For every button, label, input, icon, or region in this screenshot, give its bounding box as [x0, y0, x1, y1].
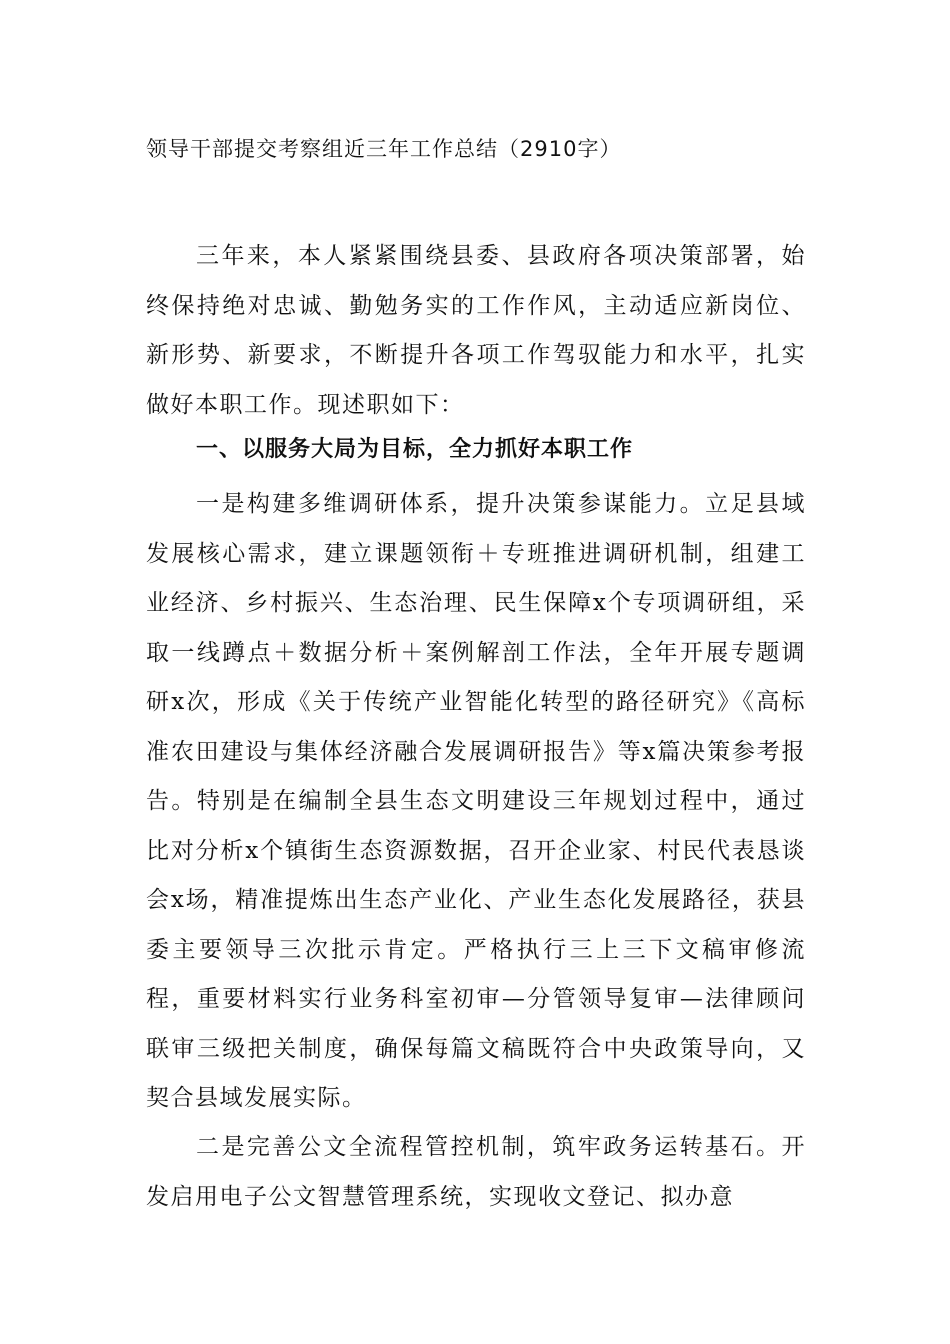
- paragraph-research: 一是构建多维调研体系，提升决策参谋能力。立足县域发展核心需求，建立课题领衔＋专班推进调研机制，组建工业经济、乡村振兴、生态治理、民生保障x个专项调研组，采取一线蹲点＋数据分析＋案例解剖工作法，全年开展专题调研x次，形成《关于传统产业智能化转型的路径研究》《高标准农田建设与集体经济融合发展调研报告》等x篇决策参考报告。特别是在编制全县生态文明建设三年规划过程中，通过比对分析x个镇街生态资源数据，召开企业家、村民代表恳谈会x场，精准提炼出生态产业化、产业生态化发展路径，获县委主要领导三次批示肯定。严格执行三上三下文稿审修流程，重要材料实行业务科室初审—分管领导复审—法律顾问联审三级把关制度，确保每篇文稿既符合中央政策导向，又契合县域发展实际。: [146, 491, 806, 1111]
- paragraph-intro: 三年来，本人紧紧围绕县委、县政府各项决策部署，始终保持绝对忠诚、勤勉务实的工作作风，主动适应新岗位、新形势、新要求，不断提升各项工作驾驭能力和水平，扎实做好本职工作。现述职如下：: [146, 243, 806, 418]
- section-heading-1: 一、以服务大局为目标，全力抓好本职工作: [196, 437, 634, 462]
- document-title: 领导干部提交考察组近三年工作总结（2910字）: [146, 137, 622, 161]
- paragraph-documents: 二是完善公文全流程管控机制，筑牢政务运转基石。开发启用电子公文智慧管理系统，实现收文登记、拟办意: [146, 1134, 806, 1210]
